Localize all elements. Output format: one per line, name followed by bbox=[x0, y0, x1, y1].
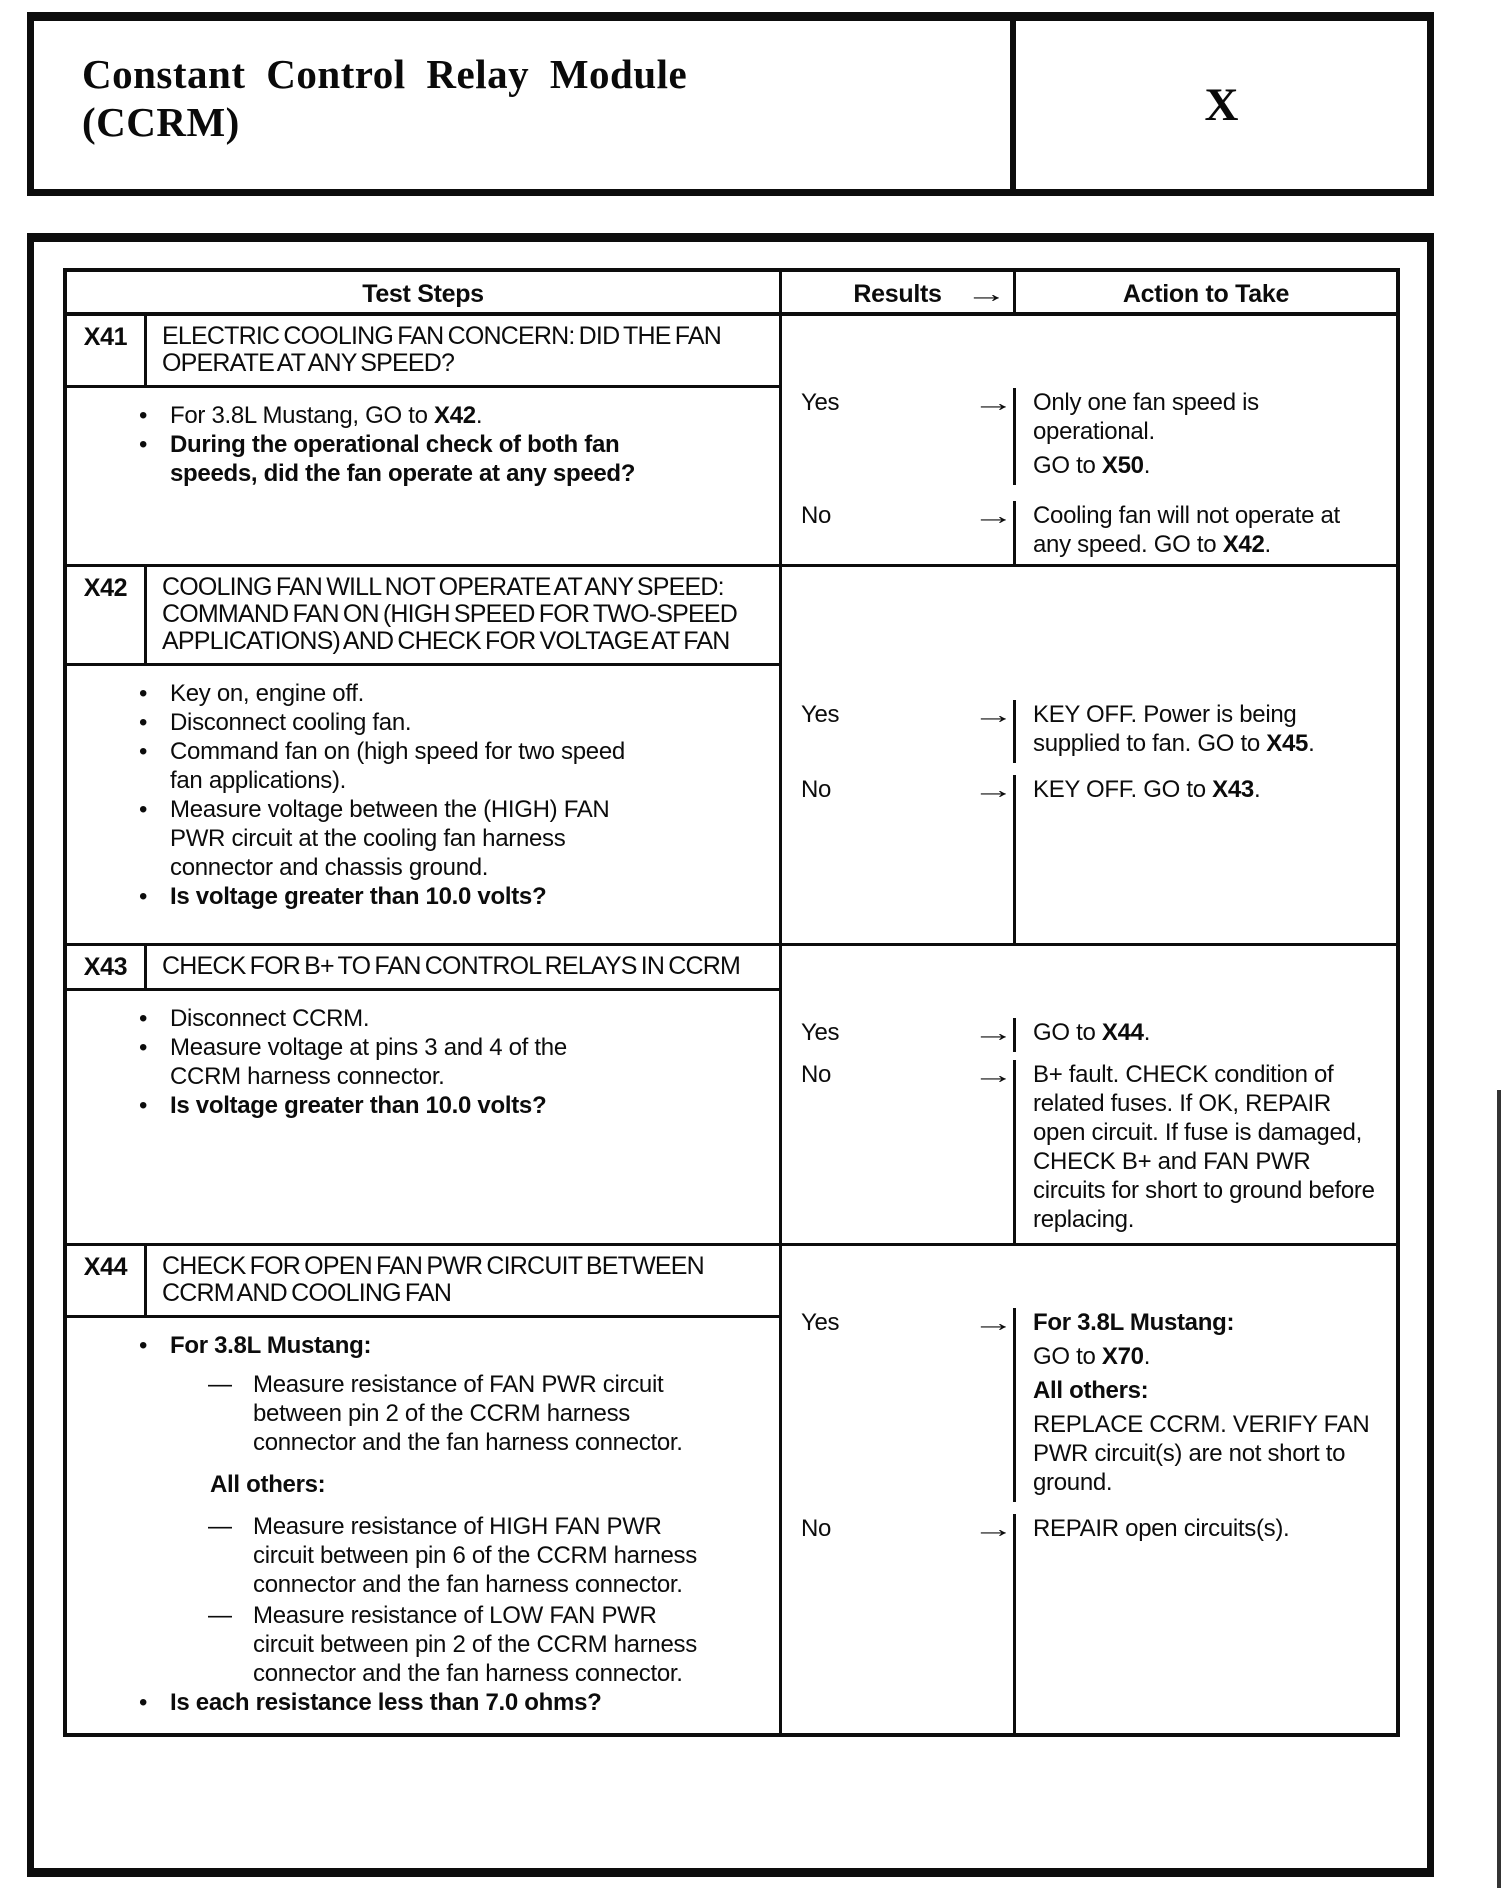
step-results-actions bbox=[779, 567, 1396, 943]
page-title bbox=[82, 50, 687, 146]
action-text: For 3.8L Mustang: bbox=[1033, 1309, 1235, 1336]
instruction-item: • Is each resistance less than 7.0 ohms? bbox=[139, 1689, 602, 1716]
result-label: Yes bbox=[801, 389, 840, 416]
action-text: GO to X50. bbox=[1033, 452, 1151, 479]
step-number: X41 bbox=[67, 316, 147, 385]
step-number: X43 bbox=[67, 946, 147, 988]
test-step-section-x42 bbox=[67, 564, 1396, 943]
result-arrow-icon: → bbox=[972, 701, 1015, 729]
step-title-row bbox=[67, 1246, 779, 1318]
result-cell bbox=[782, 1514, 1013, 1733]
instruction-item: • During the operational check of both fan speeds, did the fan operate at any speed? bbox=[139, 431, 636, 487]
bullet-icon: • bbox=[139, 402, 148, 429]
dash-icon: — bbox=[208, 1602, 232, 1629]
scan-artifact bbox=[1497, 1090, 1501, 1888]
result-entry bbox=[782, 946, 1396, 1052]
action-cell bbox=[1013, 1514, 1396, 1733]
dash-icon: — bbox=[208, 1513, 232, 1540]
result-arrow-icon: → bbox=[972, 389, 1015, 417]
bullet-icon: • bbox=[139, 1034, 148, 1061]
title-box bbox=[27, 12, 1434, 196]
section-code: X bbox=[1204, 79, 1239, 131]
test-table-box bbox=[27, 233, 1434, 1877]
result-label: Yes bbox=[801, 1019, 840, 1046]
result-entry bbox=[782, 1052, 1396, 1243]
table-header-row bbox=[67, 272, 1396, 316]
action-cell bbox=[1013, 1308, 1396, 1502]
action-cell bbox=[1013, 775, 1396, 943]
action-text: KEY OFF. Power is being supplied to fan. GO to X45. bbox=[1033, 701, 1315, 757]
test-steps-cell bbox=[67, 1246, 779, 1733]
title-cell bbox=[34, 21, 1010, 189]
result-cell bbox=[782, 1018, 1013, 1052]
action-text: GO to X70. bbox=[1033, 1343, 1151, 1370]
test-step-sections bbox=[67, 316, 1396, 1733]
action-text: GO to X44. bbox=[1033, 1019, 1151, 1046]
page-title-line-2: (CCRM) bbox=[82, 99, 240, 145]
action-text: Cooling fan will not operate at any speed. GO to X42. bbox=[1033, 502, 1340, 558]
action-cell bbox=[1013, 1060, 1396, 1243]
instruction-item: • For 3.8L Mustang: bbox=[139, 1332, 372, 1359]
bullet-icon: • bbox=[139, 1689, 148, 1716]
step-instructions bbox=[67, 666, 779, 927]
action-cell bbox=[1013, 501, 1396, 564]
action-text: KEY OFF. GO to X43. bbox=[1033, 776, 1261, 803]
instruction-item: • Is voltage greater than 10.0 volts? bbox=[139, 1092, 547, 1119]
result-cell bbox=[782, 501, 1013, 564]
result-cell bbox=[782, 700, 1013, 763]
result-cell bbox=[782, 775, 1013, 943]
result-entry bbox=[782, 567, 1396, 763]
instruction-item: • Command fan on (high speed for two speed fan applications). bbox=[139, 738, 625, 794]
result-entry bbox=[782, 1502, 1396, 1733]
test-step-section-x43 bbox=[67, 943, 1396, 1243]
instruction-item: All others: bbox=[210, 1471, 326, 1498]
instruction-item: • Disconnect cooling fan. bbox=[139, 709, 412, 736]
action-text: All others: bbox=[1033, 1377, 1149, 1404]
page-title-line-1: Constant Control Relay Module bbox=[82, 51, 688, 97]
bullet-icon: • bbox=[139, 709, 148, 736]
column-header-test-steps: Test Steps bbox=[362, 280, 484, 308]
step-instructions bbox=[67, 388, 779, 504]
step-title-row bbox=[67, 567, 779, 666]
instruction-item: • Key on, engine off. bbox=[139, 680, 365, 707]
result-arrow-icon: → bbox=[972, 1309, 1015, 1337]
result-entry bbox=[782, 1246, 1396, 1502]
step-title-row bbox=[67, 946, 779, 991]
result-label: No bbox=[801, 1515, 832, 1542]
result-cell bbox=[782, 1308, 1013, 1502]
result-cell bbox=[782, 1060, 1013, 1243]
result-label: No bbox=[801, 502, 832, 529]
step-results-actions bbox=[779, 946, 1396, 1243]
result-entry bbox=[782, 485, 1396, 564]
test-step-section-x41 bbox=[67, 316, 1396, 564]
result-label: Yes bbox=[801, 1309, 840, 1336]
step-results-actions bbox=[779, 316, 1396, 564]
action-cell bbox=[1013, 1018, 1396, 1052]
result-cell bbox=[782, 388, 1013, 485]
results-arrow-icon: → bbox=[965, 280, 1008, 308]
result-arrow-icon: → bbox=[972, 776, 1015, 804]
pinpoint-test-table bbox=[63, 268, 1400, 1737]
bullet-icon: • bbox=[139, 738, 148, 765]
test-steps-cell bbox=[67, 567, 779, 943]
step-title: CHECK FOR B+ TO FAN CONTROL RELAYS IN CCRM bbox=[162, 952, 741, 980]
action-text: B+ fault. CHECK condition of related fuses. If OK, REPAIR open circuit. If fuse is damaged, CHECK B+ and FAN PWR circuits for short to ground before replacing. bbox=[1033, 1061, 1375, 1233]
action-text: Only one fan speed is operational. bbox=[1033, 389, 1259, 445]
instruction-item: — Measure resistance of FAN PWR circuit between pin 2 of the CCRM harness connector and the fan harness connector. bbox=[208, 1371, 683, 1456]
bullet-icon: • bbox=[139, 680, 148, 707]
action-text: REPLACE CCRM. VERIFY FAN PWR circuit(s) are not short to ground. bbox=[1033, 1411, 1370, 1496]
result-arrow-icon: → bbox=[972, 1515, 1015, 1543]
result-arrow-icon: → bbox=[972, 1019, 1015, 1047]
result-arrow-icon: → bbox=[972, 1061, 1015, 1089]
section-code-cell bbox=[1010, 21, 1427, 189]
action-cell bbox=[1013, 388, 1396, 485]
bullet-icon: • bbox=[139, 1092, 148, 1119]
results-header-label: Results bbox=[853, 280, 942, 308]
step-instructions bbox=[67, 991, 779, 1136]
instruction-item: • For 3.8L Mustang, GO to X42. bbox=[139, 402, 483, 429]
bullet-icon: • bbox=[139, 883, 148, 910]
bullet-icon: • bbox=[139, 1005, 148, 1032]
step-number: X42 bbox=[67, 567, 147, 663]
bullet-icon: • bbox=[139, 431, 148, 458]
step-title: ELECTRIC COOLING FAN CONCERN: DID THE FAN OPERATE AT ANY SPEED? bbox=[162, 322, 721, 377]
result-entry bbox=[782, 316, 1396, 485]
result-label: Yes bbox=[801, 701, 840, 728]
step-number: X44 bbox=[67, 1246, 147, 1315]
column-header-results bbox=[779, 272, 1013, 312]
result-entry bbox=[782, 763, 1396, 943]
result-label: No bbox=[801, 776, 832, 803]
bullet-icon: • bbox=[139, 796, 148, 823]
action-cell bbox=[1013, 700, 1396, 763]
step-instructions bbox=[67, 1318, 779, 1733]
test-step-section-x44 bbox=[67, 1243, 1396, 1733]
step-title-row bbox=[67, 316, 779, 388]
instruction-item: • Is voltage greater than 10.0 volts? bbox=[139, 883, 547, 910]
test-steps-cell bbox=[67, 316, 779, 564]
step-title: COOLING FAN WILL NOT OPERATE AT ANY SPEED: COMMAND FAN ON (HIGH SPEED FOR TWO-SPEED APPLICATIONS) AND CHECK FOR VOLTAGE AT FAN bbox=[162, 573, 738, 655]
action-text: REPAIR open circuits(s). bbox=[1033, 1515, 1290, 1542]
test-steps-cell bbox=[67, 946, 779, 1243]
instruction-item: — Measure resistance of HIGH FAN PWR circuit between pin 6 of the CCRM harness connector and the fan harness connector. bbox=[208, 1513, 697, 1598]
result-label: No bbox=[801, 1061, 832, 1088]
result-arrow-icon: → bbox=[972, 502, 1015, 530]
bullet-icon: • bbox=[139, 1332, 148, 1359]
column-header-action: Action to Take bbox=[1013, 272, 1396, 312]
instruction-item: • Disconnect CCRM. bbox=[139, 1005, 370, 1032]
dash-icon: — bbox=[208, 1371, 232, 1398]
instruction-item: • Measure voltage at pins 3 and 4 of the CCRM harness connector. bbox=[139, 1034, 567, 1090]
step-results-actions bbox=[779, 1246, 1396, 1733]
step-title: CHECK FOR OPEN FAN PWR CIRCUIT BETWEEN CCRM AND COOLING FAN bbox=[162, 1252, 704, 1307]
instruction-item: — Measure resistance of LOW FAN PWR circuit between pin 2 of the CCRM harness connector and the fan harness connector. bbox=[208, 1602, 697, 1687]
instruction-item: • Measure voltage between the (HIGH) FAN PWR circuit at the cooling fan harness connector and chassis ground. bbox=[139, 796, 610, 881]
